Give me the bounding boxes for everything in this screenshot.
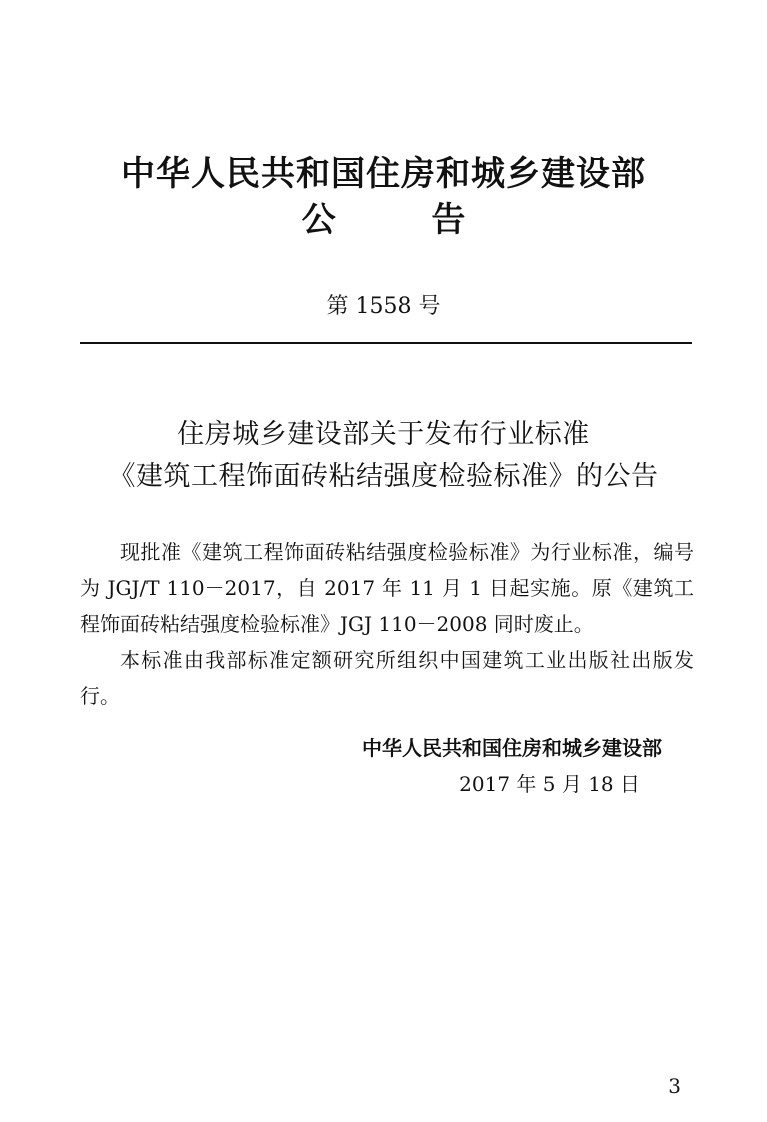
body-paragraph-2: 本标准由我部标准定额研究所组织中国建筑工业出版社出版发行。: [80, 648, 694, 708]
notice-body: [80, 534, 694, 714]
signature-organization: 中华人民共和国住房和城乡建设部: [362, 736, 662, 760]
subject-line-1: 住房城乡建设部关于发布行业标准: [177, 419, 590, 450]
notice-subject: [0, 414, 767, 498]
signature-date: 2017 年 5 月 18 日: [459, 772, 640, 796]
ministry-title: 中华人民共和国住房和城乡建设部: [121, 154, 646, 194]
notice-number: 第 1558 号: [326, 294, 441, 319]
subject-line-2: 《建筑工程饰面砖粘结强度检验标准》的公告: [108, 461, 659, 492]
body-paragraph-1: 现批准《建筑工程饰面砖粘结强度检验标准》为行业标准，编号为 JGJ/T 110－2017，自 2017 年 11 月 1 日起实施。原《建筑工程饰面砖粘结强度检验标准》JGJ 110－2008 同时废止。: [80, 540, 694, 636]
notice-title: 公 告: [301, 200, 508, 240]
header-divider: [80, 342, 692, 344]
signature-block: [362, 730, 662, 802]
page-number: 3: [668, 1074, 681, 1098]
